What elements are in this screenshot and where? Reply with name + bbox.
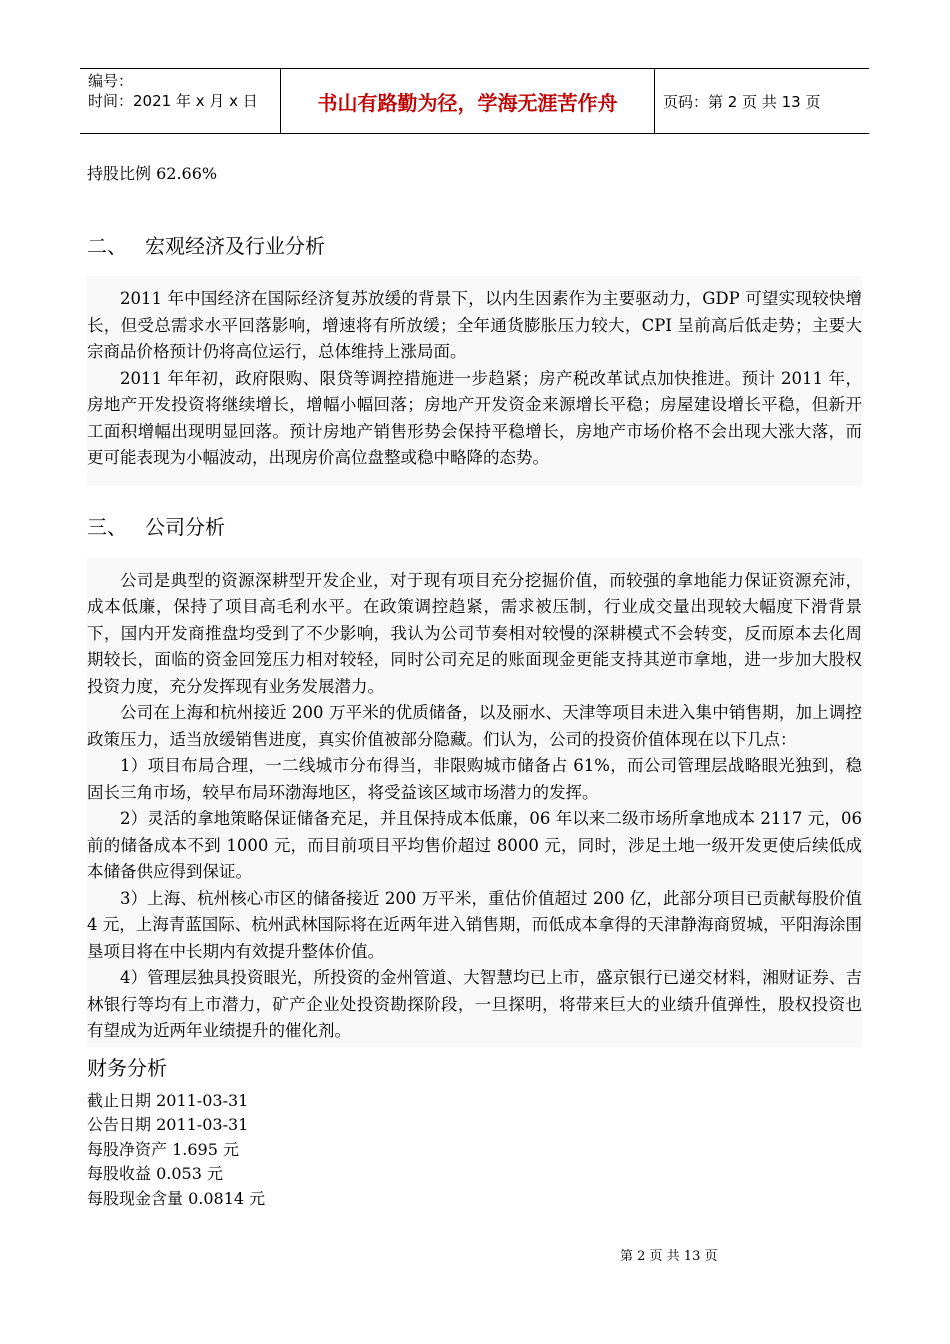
paragraph: 4）管理层独具投资眼光，所投资的金州管道、大智慧均已上市，盛京银行已递交材料，湘财证券、吉林银行等均有上市潜力，矿产企业处投资勘探阶段，一旦探明，将带来巨大的业绩升值弹性，股权投资也有望成为近两年业绩提升的催化剂。 xyxy=(87,968,862,1040)
section-heading-company xyxy=(87,506,862,546)
header-page-info: 页码：第 2 页 共 13 页 xyxy=(663,92,821,111)
finance-row: 每股收益 0.053 元 xyxy=(87,1164,223,1183)
paragraph: 公司是典型的资源深耕型开发企业，对于现有项目充分挖掘价值，而较强的拿地能力保证资源充沛，成本低廉，保持了项目高毛利水平。在政策调控趋紧，需求被压制，行业成交量出现较大幅度下滑背景下，国内开发商推盘均受到了不少影响，我认为公司节奏相对较慢的深耕模式不会转变，反而原本去化周期较长，面临的资金回笼压力相对较轻，同时公司充足的账面现金更能支持其逆市拿地，进一步加大股权投资力度，充分发挥现有业务发展潜力。 xyxy=(87,570,862,696)
finance-list xyxy=(87,1089,862,1212)
finance-row: 截止日期 2011-03-31 xyxy=(87,1090,249,1110)
company-analysis-block xyxy=(87,558,862,1047)
shareholding-ratio: 持股比例 62.66% xyxy=(87,164,218,183)
finance-row: 公告日期 2011-03-31 xyxy=(87,1115,249,1134)
header-date: 时间：2021 年 x 月 x 日 xyxy=(88,92,258,110)
document-body xyxy=(87,160,862,1211)
paragraph: 3）上海、杭州核心市区的储备接近 200 万平米，重估价值超过 200 亿，此部分项目已贡献每股价值 4 元，上海青蓝国际、杭州武林国际将在近两年进入销售期，而低成本拿得的天津静海商贸城，平阳海涂围垦项目将在中长期内有效提升整体价值。 xyxy=(87,888,862,961)
paragraph: 2011 年中国经济在国际经济复苏放缓的背景下，以内生因素作为主要驱动力，GDP 可望实现较快增长，但受总需求水平回落影响，增速将有所放缓；全年通货膨胀压力较大，CPI 呈前高后低走势；主要大宗商品价格预计仍将高位运行，总体维持上涨局面。 xyxy=(87,289,862,361)
paragraph: 2011 年年初，政府限购、限贷等调控措施进一步趋紧；房产税改革试点加快推进。预计 2011 年，房地产开发投资将继续增长，增幅小幅回落；房地产开发资金来源增长平稳；房屋建设增长平稳，但新开工面积增幅出现明显回落。预计房地产销售形势会保持平稳增长，房地产市场价格不会出现大涨大落，而更可能表现为小幅波动，出现房价高位盘整或稳中略降的态势。 xyxy=(87,368,862,467)
paragraph: 1）项目布局合理，一二线城市分布得当，非限购城市储备占 61%，而公司管理层战略眼光独到，稳固长三角市场，较早布局环渤海地区，将受益该区域市场潜力的发挥。 xyxy=(87,756,862,802)
finance-row: 每股净资产 1.695 元 xyxy=(87,1139,239,1159)
section-title: 公司分析 xyxy=(145,515,225,539)
finance-heading: 财务分析 xyxy=(87,1055,167,1080)
finance-row: 每股现金含量 0.0814 元 xyxy=(87,1188,266,1208)
page-footer: 第 2 页 共 13 页 xyxy=(620,1249,718,1264)
section-title: 宏观经济及行业分析 xyxy=(145,233,325,258)
section-number: 三、 xyxy=(87,515,127,539)
paragraph: 2）灵活的拿地策略保证储备充足，并且保持成本低廉，06 年以来二级市场所拿地成本 2117 元，06 前的储备成本不到 1000 元，而目前项目平均售价超过 8000 元，同时，涉足土地一级开发更使后续低成本储备供应得到保证。 xyxy=(87,809,862,881)
header-motto: 书山有路勤为径，学海无涯苦作舟 xyxy=(281,69,655,133)
paragraph: 公司在上海和杭州接近 200 万平米的优质储备，以及丽水、天津等项目未进入集中销售期，加上调控政策压力，适当放缓销售进度，真实价值被部分隐藏。们认为，公司的投资价值体现在以下几点： xyxy=(87,703,862,749)
header-meta xyxy=(80,69,281,133)
section-heading-macro xyxy=(87,224,862,264)
macro-analysis-block xyxy=(87,276,862,486)
header-number: 编号： xyxy=(88,72,134,90)
page-header xyxy=(80,68,869,134)
section-number: 二、 xyxy=(87,233,127,258)
